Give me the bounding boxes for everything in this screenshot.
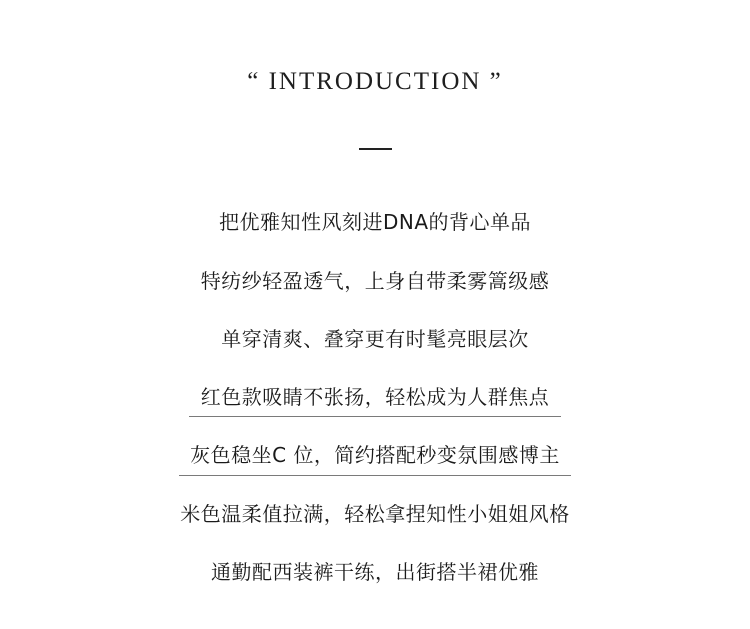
heading-divider: [359, 148, 392, 150]
intro-line-3: 单穿清爽、叠穿更有时髦亮眼层次: [221, 327, 529, 351]
line-5-underline: [179, 475, 571, 476]
intro-line-5: 灰色稳坐C 位，简约搭配秒变氛围感博主: [190, 443, 560, 467]
section-heading: “ INTRODUCTION ”: [247, 68, 503, 95]
intro-line-6: 米色温柔值拉满，轻松拿捏知性小姐姐风格: [180, 502, 570, 526]
line-4-underline: [189, 416, 561, 417]
intro-line-4: 红色款吸睛不张扬，轻松成为人群焦点: [200, 385, 550, 409]
intro-line-1: 把优雅知性风刻进DNA的背心单品: [218, 210, 532, 234]
intro-line-7: 通勤配西装裤干练，出街搭半裙优雅: [211, 560, 539, 584]
intro-line-2: 特纺纱轻盈透气，上身自带柔雾篙级感: [200, 269, 550, 293]
